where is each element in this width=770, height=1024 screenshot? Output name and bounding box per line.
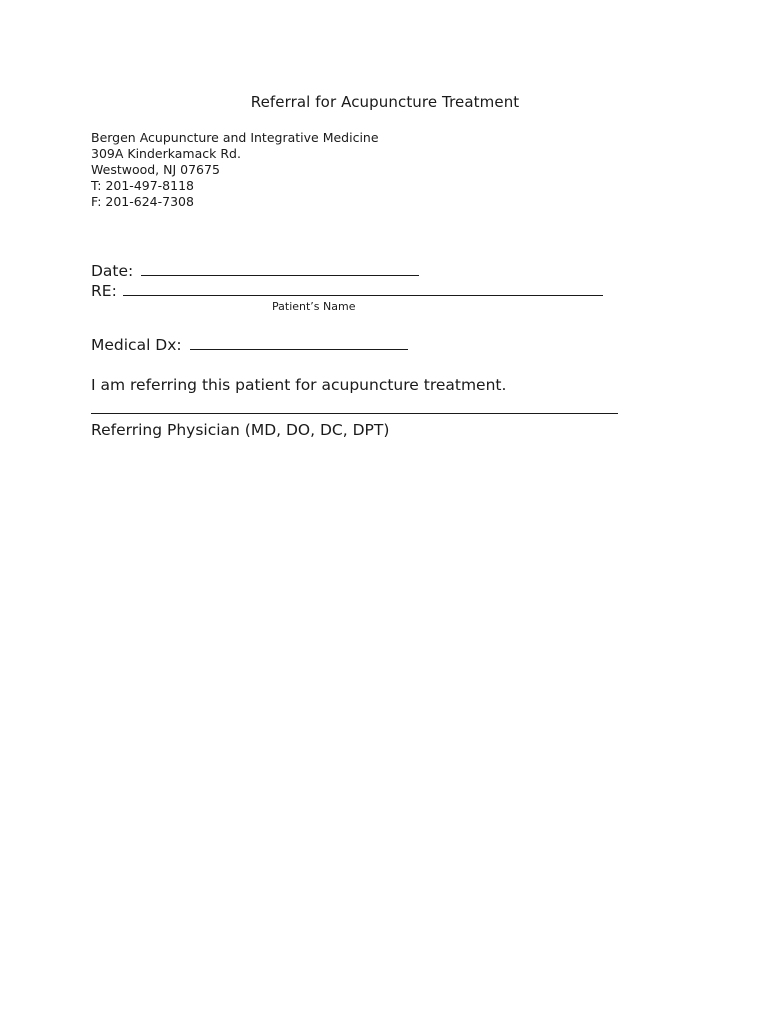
signature-line[interactable] [91,413,618,414]
practice-address-block [91,130,379,210]
practice-fax: F: 201-624-7308 [91,194,194,209]
practice-city-state-zip: Westwood, NJ 07675 [91,162,220,177]
date-field-row [91,261,419,280]
medical-dx-label: Medical Dx: [91,336,182,354]
patient-name-blank-line[interactable] [123,281,603,296]
re-field-row [91,281,603,300]
practice-street: 309A Kinderkamack Rd. [91,146,241,161]
document-title: Referral for Acupuncture Treatment [250,93,520,111]
medical-dx-blank-line[interactable] [190,335,408,350]
date-label: Date: [91,262,134,280]
practice-phone: T: 201-497-8118 [91,178,194,193]
referring-physician-caption: Referring Physician (MD, DO, DC, DPT) [91,421,390,439]
date-blank-line[interactable] [141,261,419,276]
referral-statement: I am referring this patient for acupuncture treatment. [91,376,507,394]
re-label: RE: [91,282,117,300]
practice-name: Bergen Acupuncture and Integrative Medicine [91,130,379,145]
patient-name-caption: Patient’s Name [272,300,356,313]
medical-dx-field-row [91,335,408,354]
